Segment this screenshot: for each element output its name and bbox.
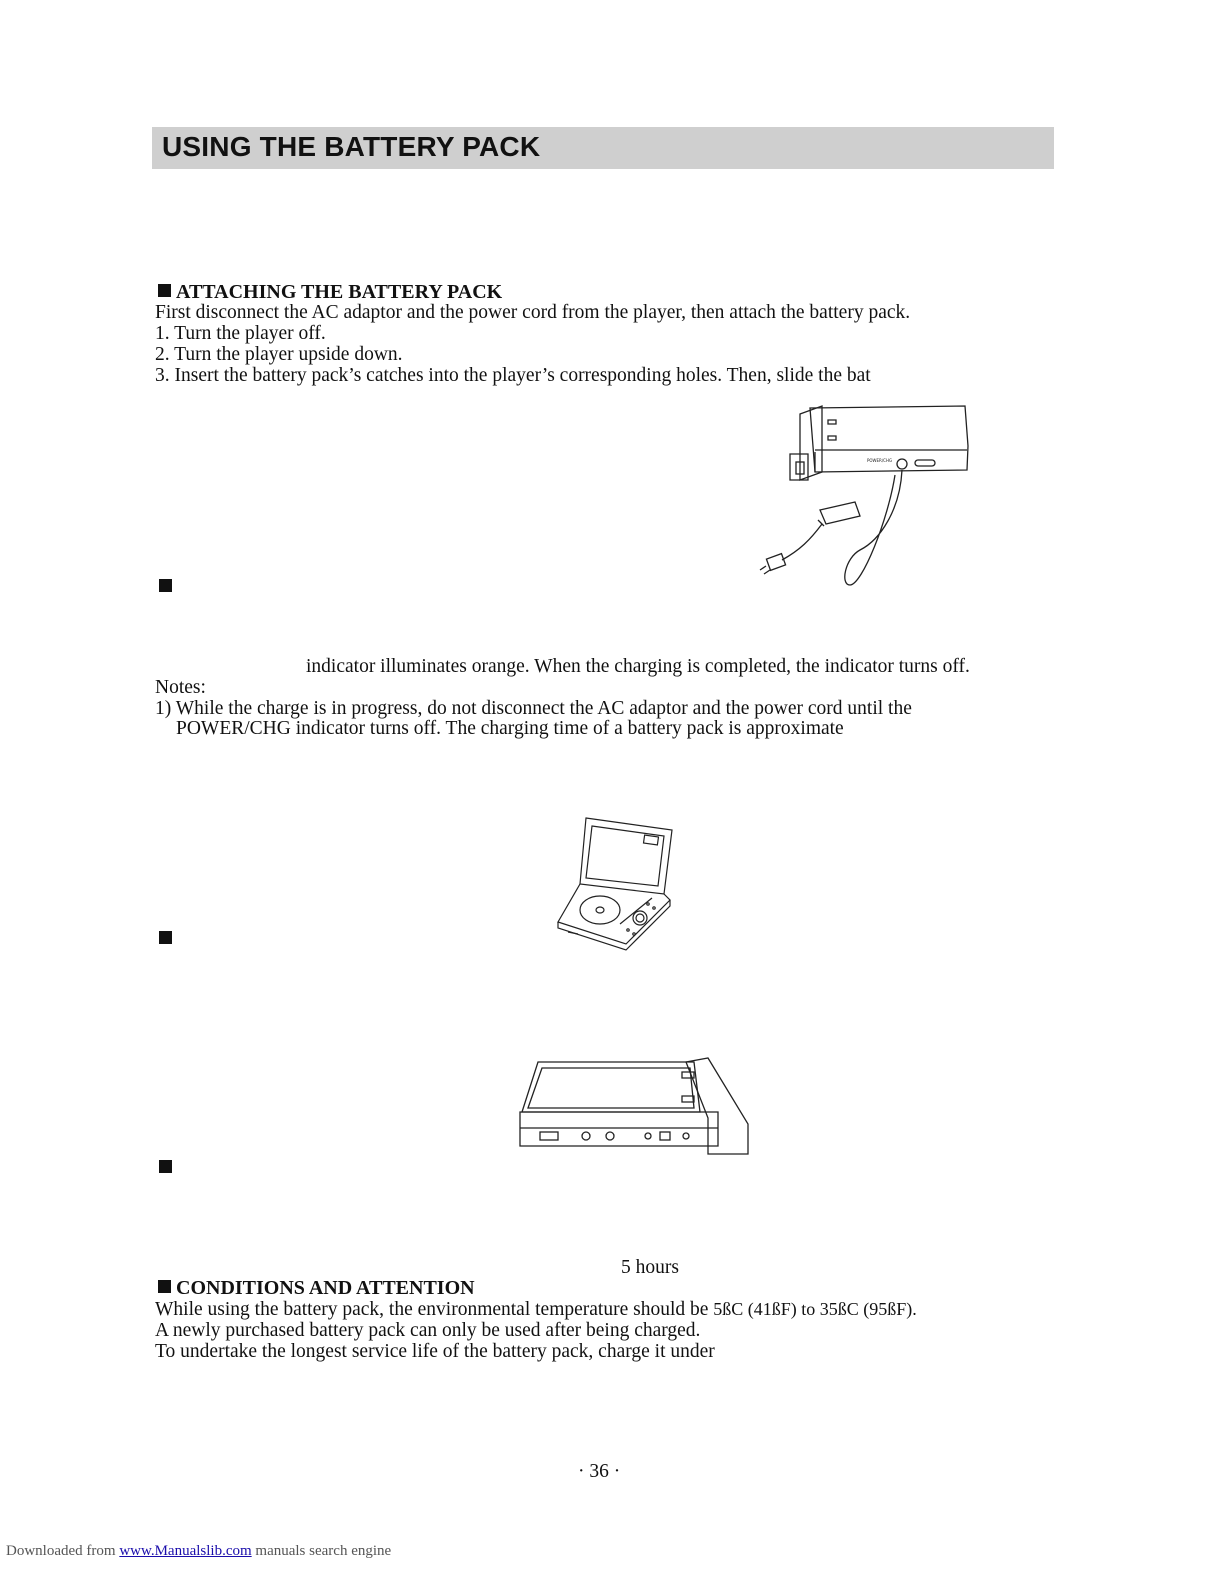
- notes-label: Notes:: [155, 677, 206, 698]
- footer-prefix: Downloaded from: [6, 1543, 116, 1559]
- note-1-line-1: 1) While the charge is in progress, do not disconnect the AC adaptor and the power cord until the: [155, 698, 912, 719]
- charging-time-text: 5 hours: [621, 1257, 679, 1278]
- conditions-heading: [158, 1277, 475, 1299]
- square-bullet-icon: [159, 1160, 172, 1173]
- section-title-bar: [152, 127, 1054, 169]
- attaching-heading: [158, 281, 502, 303]
- attaching-heading-text: ATTACHING THE BATTERY PACK: [176, 281, 503, 303]
- footer-credit: [6, 1543, 391, 1560]
- footer-suffix: manuals search engine: [255, 1543, 392, 1559]
- square-bullet-icon: [158, 1280, 171, 1293]
- square-bullet-icon: [159, 931, 172, 944]
- manualslib-link[interactable]: www.Manualslib.com: [119, 1543, 252, 1559]
- conditions-temperature-range: 5ßC (41ßF) to 35ßC (95ßF).: [713, 1299, 917, 1319]
- square-bullet-icon: [158, 284, 171, 297]
- note-1-line-2: POWER/CHG indicator turns off. The charging time of a battery pack is approximate: [176, 718, 844, 739]
- page-title: USING THE BATTERY PACK: [162, 131, 541, 162]
- conditions-heading-text: CONDITIONS AND ATTENTION: [176, 1277, 475, 1299]
- page-number: · 36 ·: [578, 1461, 621, 1482]
- conditions-temperature-line: [155, 1299, 917, 1320]
- conditions-temperature-text: While using the battery pack, the environmental temperature should be: [155, 1299, 709, 1320]
- conditions-line-2: A newly purchased battery pack can only be used after being charged.: [155, 1320, 701, 1341]
- player-side-figure: [518, 1058, 754, 1158]
- attaching-intro: First disconnect the AC adaptor and the power cord from the player, then attach the battery pack.: [155, 302, 911, 323]
- charging-indicator-text: indicator illuminates orange. When the charging is completed, the indicator turns off.: [306, 656, 970, 677]
- open-player-figure: [556, 814, 678, 954]
- charging-figure-label: POWER/CHG: [867, 458, 893, 463]
- attaching-step-3: 3. Insert the battery pack’s catches into the player’s corresponding holes. Then, slide the bat: [155, 365, 871, 386]
- square-bullet-icon: [159, 579, 172, 592]
- attaching-step-2: 2. Turn the player upside down.: [155, 344, 403, 365]
- ac-adaptor-figure: [760, 400, 975, 590]
- conditions-line-3: To undertake the longest service life of the battery pack, charge it under: [155, 1341, 715, 1362]
- attaching-step-1: 1. Turn the player off.: [155, 323, 326, 344]
